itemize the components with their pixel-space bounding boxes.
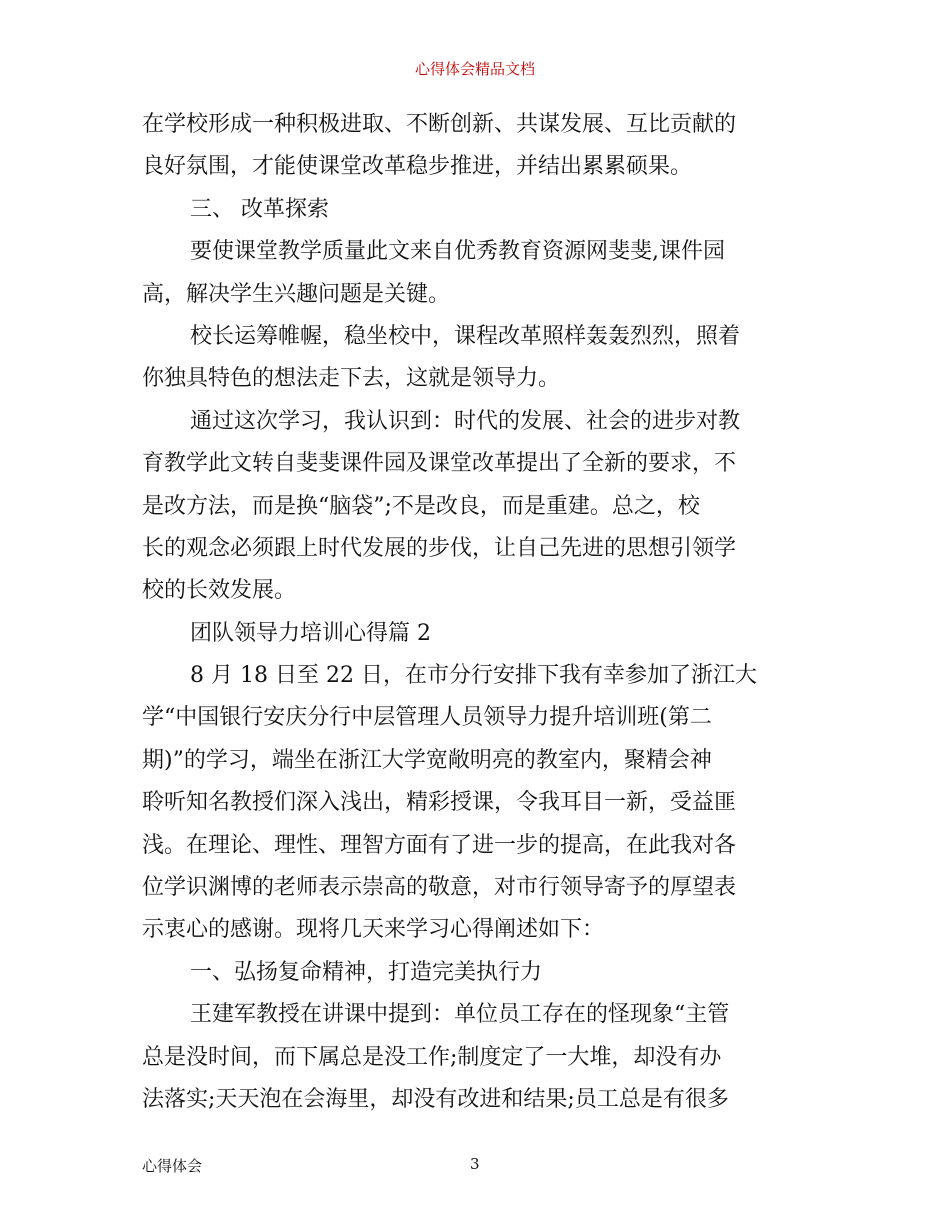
text-line: 学“中国银行安庆分行中层管理人员领导力提升培训班(第二 [142, 705, 712, 731]
text-line: 期)”的学习，端坐在浙江大学宽敞明亮的教室内，聚精会神 [142, 747, 712, 773]
text-line: 要使课堂教学质量此文来自优秀教育资源网斐斐,课件园 [190, 239, 725, 265]
text-line: 总是没时间，而下属总是没工作;制度定了一大堆，却没有办 [142, 1044, 722, 1070]
text-line: 位学识渊博的老师表示崇高的敬意，对市行领导寄予的厚望表 [142, 875, 737, 901]
text-line: 聆听知名教授们深入浅出，精彩授课，令我耳目一新，受益匪 [142, 790, 737, 816]
body-text [142, 104, 812, 1121]
section-heading: 一、弘扬复命精神，打造完美执行力 [190, 959, 543, 985]
section-heading: 三、 改革探索 [190, 196, 329, 222]
page-footer-label: 心得体会 [142, 1157, 203, 1175]
text-line: 是改方法，而是换“脑袋”;不是改良，而是重建。总之，校 [142, 493, 700, 519]
text-line: 校的长效发展。 [142, 578, 297, 604]
text-line: 育教学此文转自斐斐课件园及课堂改革提出了全新的要求，不 [142, 451, 737, 477]
page-header: 心得体会精品文档 [414, 60, 535, 78]
text-line: 王建军教授在讲课中提到：单位员工存在的怪现象“主管 [190, 1002, 730, 1028]
text-line: 良好氛围，才能使课堂改革稳步推进，并结出累累硕果。 [142, 154, 693, 180]
page-number: 3 [470, 1155, 480, 1173]
section-heading: 团队领导力培训心得篇 2 [190, 620, 431, 646]
text-line: 示衷心的感谢。现将几天来学习心得阐述如下： [142, 917, 605, 943]
text-line: 高，解决学生兴趣问题是关键。 [142, 281, 451, 307]
text-line: 浅。在理论、理性、理智方面有了进一步的提高，在此我对各 [142, 832, 737, 858]
text-line: 你独具特色的想法走下去，这就是领导力。 [142, 366, 561, 392]
text-line: 法落实;天天泡在会海里，却没有改进和结果;员工总是有很多 [142, 1086, 729, 1112]
text-line: 长的观念必须跟上时代发展的步伐，让自己先进的思想引领学 [142, 535, 737, 561]
text-line: 在学校形成一种积极进取、不断创新、共谋发展、互比贡献的 [142, 112, 737, 137]
text-line: 8 月 18 日至 22 日，在市分行安排下我有幸参加了浙江大 [190, 663, 757, 689]
text-line: 校长运筹帷幄，稳坐校中，课程改革照样轰轰烈烈，照着 [190, 323, 741, 349]
text-line: 通过这次学习，我认识到：时代的发展、社会的进步对教 [190, 408, 741, 434]
